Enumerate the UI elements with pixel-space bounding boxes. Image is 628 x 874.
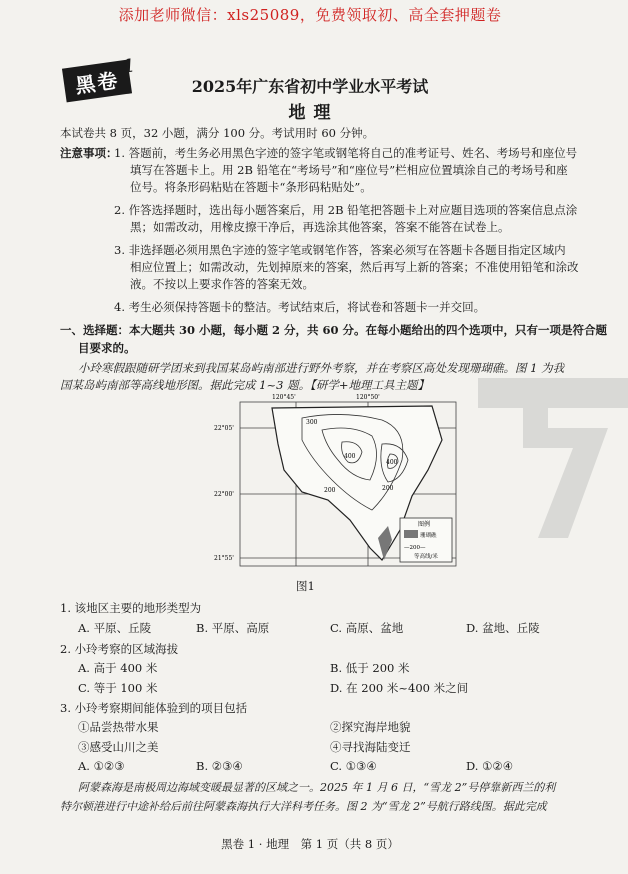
section-heading: 一、选择题：本大题共 30 小题，每小题 2 分，共 60 分。在每小题给出的四个选项中，只有一项是符合题 [60,323,608,337]
exam-series-number: 1 [120,55,136,78]
watermark-logo [478,368,628,538]
answer-option[interactable]: D. 在 200 米~400 米之间 [330,681,469,695]
answer-option[interactable]: A. 高于 400 米 [78,661,158,675]
note-line: 相应位置上；如需改动，先划掉原来的答案，然后再写上新的答案；不准使用铅笔和涂改 [130,260,579,274]
legend-contour-label: 等高线/米 [414,554,438,560]
lon-label: 120°45' [272,394,296,401]
passage-line: 特尔顿港进行中途补给后前往阿蒙森海执行大洋科考任务。图 2 为“雪龙 2”号航行路线图。据此完成 [60,800,547,813]
answer-option[interactable]: C. ①③④ [330,759,377,773]
contour-value: 300 [306,419,318,426]
page-footer: 黑卷 1 · 地理 第 1 页（共 8 页） [221,837,399,851]
promo-banner: 添加老师微信：xls25089，免费领取初、高全套押题卷 [118,6,502,24]
statement-item: ④寻找海陆变迁 [330,740,411,754]
answer-option[interactable]: D. ①②④ [466,759,514,773]
answer-option[interactable]: C. 高原、盆地 [330,621,404,635]
contour-value: 200 [324,487,336,494]
exam-series-stamp: 黑卷 [62,60,132,103]
legend-contour-value: —200— [404,545,426,551]
answer-option[interactable]: A. ①②③ [78,759,125,773]
answer-option[interactable]: A. 平原、丘陵 [78,621,152,635]
passage-line: 国某岛屿南部等高线地形图。据此完成 1~3 题。【研学+地理工具主题】 [60,378,429,392]
passage-line: 小玲寒假跟随研学团来到我国某岛屿南部进行野外考察，并在考察区高处发现珊瑚礁。图 1 为我 [78,361,565,375]
note-line: 1. 答题前，考生务必用黑色字迹的签字笔或钢笔将自己的准考证号、姓名、考场号和座位号 [114,146,578,160]
answer-option[interactable]: D. 盆地、丘陵 [466,621,540,635]
legend-title: 图例 [418,521,431,528]
lat-label: 22°00' [214,491,234,498]
lon-label: 120°50' [356,394,380,401]
legend-reef-swatch [404,530,418,538]
answer-option[interactable]: B. 低于 200 米 [330,661,410,675]
legend-reef-label: 珊瑚礁 [420,533,437,539]
note-line: 液。不按以上要求作答的答案无效。 [130,277,314,291]
exam-intro: 本试卷共 8 页，32 小题，满分 100 分。考试用时 60 分钟。 [60,126,375,140]
notes-label: 注意事项： [60,146,118,160]
answer-option[interactable]: B. ②③④ [196,759,243,773]
lat-label: 22°05' [214,425,234,432]
note-line: 黑；如需改动，用橡皮擦干净后，再选涂其他答案，答案不能答在试卷上。 [130,220,510,234]
statement-item: ②探究海岸地貌 [330,720,411,734]
statement-item: ③感受山川之美 [78,740,159,754]
question-stem: 1. 该地区主要的地形类型为 [60,601,202,615]
answer-option[interactable]: C. 等于 100 米 [78,681,158,695]
note-line: 3. 非选择题必须用黑色字迹的签字笔或钢笔作答，答案必须写在答题卡各题目指定区域内 [114,243,566,257]
exam-title: 2025年广东省初中学业水平考试 [191,77,429,96]
contour-value: 200 [382,485,394,492]
passage-line: 阿蒙森海是南极周边海域变暖最显著的区域之一。2025 年 1 月 6 日，“雪龙 2”号停靠新西兰的利 [78,781,556,794]
contour-map [214,394,460,568]
statement-item: ①品尝热带水果 [78,720,159,734]
contour-value: 400 [386,459,398,466]
note-line: 填写在答题卡上。用 2B 铅笔在“考场号”和“座位号”栏相应位置填涂自己的考场号和座 [130,163,568,177]
subject-title: 地 理 [288,103,332,123]
section-heading-cont: 目要求的。 [78,341,136,355]
figure-caption: 图1 [296,579,315,593]
question-stem: 3. 小玲考察期间能体验到的项目包括 [60,701,248,715]
contour-value: 400 [344,453,356,460]
answer-option[interactable]: B. 平原、高原 [196,621,270,635]
note-line: 位号。将条形码粘贴在答题卡“条形码粘贴处”。 [130,180,372,194]
note-line: 4. 考生必须保持答题卡的整洁。考试结束后，将试卷和答题卡一并交回。 [114,300,486,314]
note-line: 2. 作答选择题时，选出每小题答案后，用 2B 铅笔把答题卡上对应题目选项的答案信息点涂 [114,203,578,217]
lat-label: 21°55' [214,555,234,562]
question-stem: 2. 小玲考察的区域海拔 [60,642,179,656]
